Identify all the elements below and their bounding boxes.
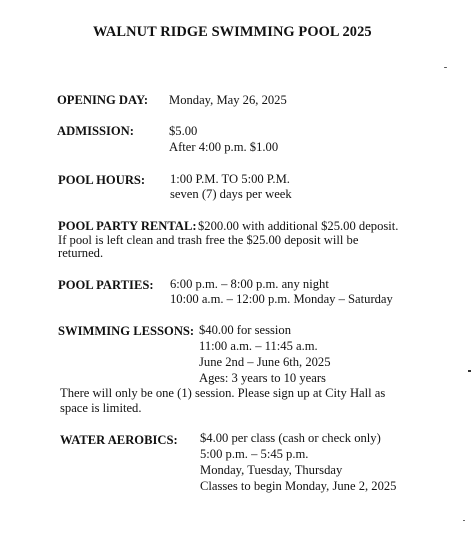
pool-hours-days: seven (7) days per week: [170, 187, 292, 201]
pool-parties-label: POOL PARTIES:: [58, 278, 154, 292]
water-aerobics-label: WATER AEROBICS:: [60, 433, 178, 447]
pool-parties-evening: 6:00 p.m. – 8:00 p.m. any night: [170, 277, 329, 291]
pool-party-rental-price: $200.00 with additional $25.00 deposit.: [198, 219, 399, 233]
swimming-lessons-ages: Ages: 3 years to 10 years: [199, 371, 326, 385]
swimming-lessons-price: $40.00 for session: [199, 323, 291, 337]
opening-day-label: OPENING DAY:: [57, 93, 149, 107]
scan-speck: [444, 67, 447, 68]
pool-party-rental-note-line2: returned.: [58, 246, 104, 260]
pool-hours-label: POOL HOURS:: [58, 173, 146, 187]
swimming-lessons-dates: June 2nd – June 6th, 2025: [199, 355, 331, 369]
flyer-title: WALNUT RIDGE SWIMMING POOL 2025: [93, 24, 372, 40]
water-aerobics-price: $4.00 per class (cash or check only): [200, 431, 381, 445]
pool-hours-times: 1:00 P.M. TO 5:00 P.M.: [170, 172, 290, 186]
pool-party-rental-label: POOL PARTY RENTAL:: [58, 219, 197, 233]
admission-late-price: After 4:00 p.m. $1.00: [169, 140, 279, 154]
scan-speck: [463, 520, 465, 521]
swimming-lessons-note-line1: There will only be one (1) session. Please sign up at City Hall as: [60, 386, 386, 400]
swimming-lessons-label: SWIMMING LESSONS:: [58, 324, 195, 338]
swimming-lessons-note-line2: space is limited.: [60, 401, 142, 415]
water-aerobics-start: Classes to begin Monday, June 2, 2025: [200, 479, 397, 493]
admission-label: ADMISSION:: [57, 124, 134, 138]
pool-parties-morning: 10:00 a.m. – 12:00 p.m. Monday – Saturday: [170, 292, 393, 306]
scan-speck: [468, 370, 471, 372]
opening-day-value: Monday, May 26, 2025: [169, 93, 287, 107]
swimming-lessons-time: 11:00 a.m. – 11:45 a.m.: [199, 339, 318, 353]
water-aerobics-days: Monday, Tuesday, Thursday: [200, 463, 343, 477]
admission-price: $5.00: [169, 124, 198, 138]
pool-party-rental-note-line1: If pool is left clean and trash free the $25.00 deposit will be: [58, 233, 359, 247]
water-aerobics-time: 5:00 p.m. – 5:45 p.m.: [200, 447, 309, 461]
